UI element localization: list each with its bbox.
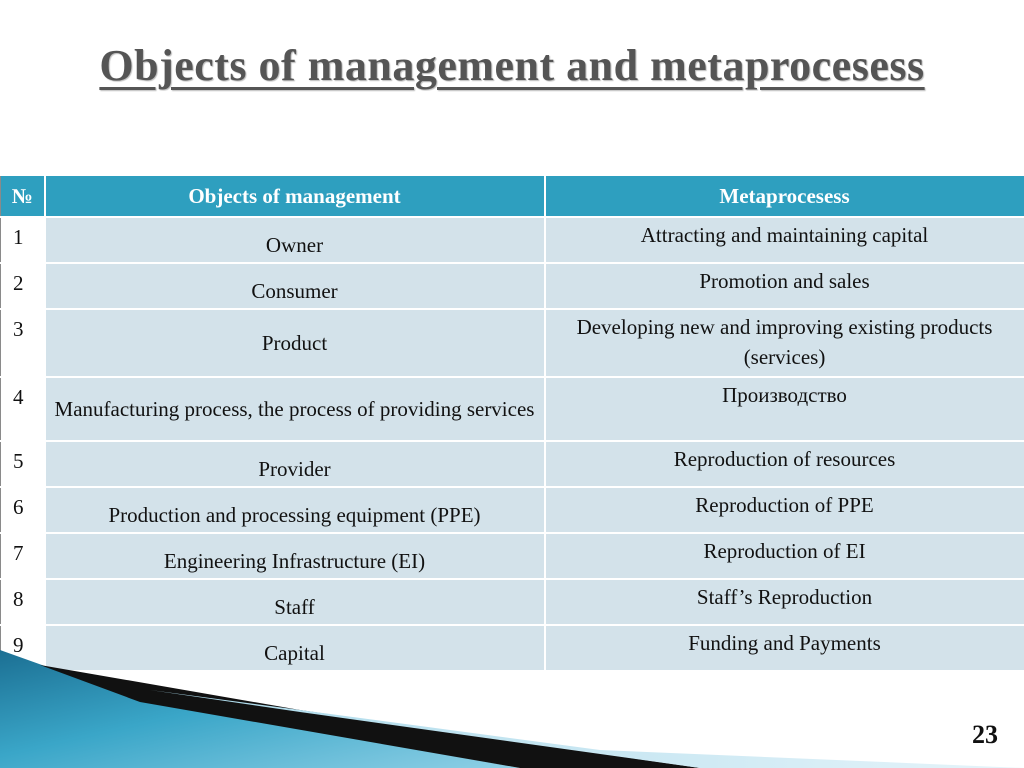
- metaprocess-cell: Reproduction of EI: [545, 533, 1024, 579]
- table-row: [1, 309, 1024, 377]
- object-cell: Manufacturing process, the process of providing services: [45, 377, 545, 441]
- object-cell: [45, 579, 545, 625]
- row-number: 8: [1, 579, 45, 625]
- row-number: 5: [1, 441, 45, 487]
- metaprocess-cell: Attracting and maintaining capital: [545, 217, 1024, 263]
- metaprocess-cell: Staff’s Reproduction: [545, 579, 1024, 625]
- object-cell: [45, 263, 545, 309]
- row-number: 7: [1, 533, 45, 579]
- objects-table: [0, 174, 1024, 672]
- table-row: [1, 217, 1024, 263]
- table-row: [1, 579, 1024, 625]
- object-text: Capital: [264, 641, 325, 665]
- object-cell: [45, 487, 545, 533]
- table-header-row: [1, 175, 1024, 217]
- metaprocess-cell: Reproduction of PPE: [545, 487, 1024, 533]
- row-number: 6: [1, 487, 45, 533]
- metaprocess-cell: Funding and Payments: [545, 625, 1024, 671]
- row-number: 1: [1, 217, 45, 263]
- object-text: Owner: [265, 233, 324, 257]
- metaprocess-cell: Reproduction of resources: [545, 441, 1024, 487]
- table-row: [1, 533, 1024, 579]
- object-cell: Product: [45, 309, 545, 377]
- page-number: 23: [972, 720, 998, 749]
- table-container: [0, 174, 1024, 672]
- object-cell: [45, 217, 545, 263]
- object-text: Production and processing equipment (PPE): [108, 503, 481, 527]
- row-number: 9: [1, 625, 45, 671]
- header-metaprocesses: Metaprocesess: [545, 175, 1024, 217]
- slide-decoration-swoosh: [0, 640, 1024, 768]
- metaprocess-cell: Developing new and improving existing products (services): [545, 309, 1024, 377]
- row-number: 3: [1, 309, 45, 377]
- header-number: №: [1, 175, 45, 217]
- object-cell: [45, 441, 545, 487]
- row-number: 2: [1, 263, 45, 309]
- table-row: [1, 441, 1024, 487]
- table-row: [1, 487, 1024, 533]
- table-row: [1, 263, 1024, 309]
- object-text: Provider: [258, 457, 331, 481]
- metaprocess-cell: Promotion and sales: [545, 263, 1024, 309]
- object-text: Staff: [274, 595, 315, 619]
- object-cell: [45, 533, 545, 579]
- slide-title: Objects of management and metaprocesess: [99, 41, 925, 90]
- object-text: Engineering Infrastructure (EI): [163, 549, 426, 573]
- metaprocess-cell: Производство: [545, 377, 1024, 441]
- object-text: Consumer: [251, 279, 338, 303]
- header-objects: Objects of management: [45, 175, 545, 217]
- table-row: [1, 377, 1024, 441]
- row-number: 4: [1, 377, 45, 441]
